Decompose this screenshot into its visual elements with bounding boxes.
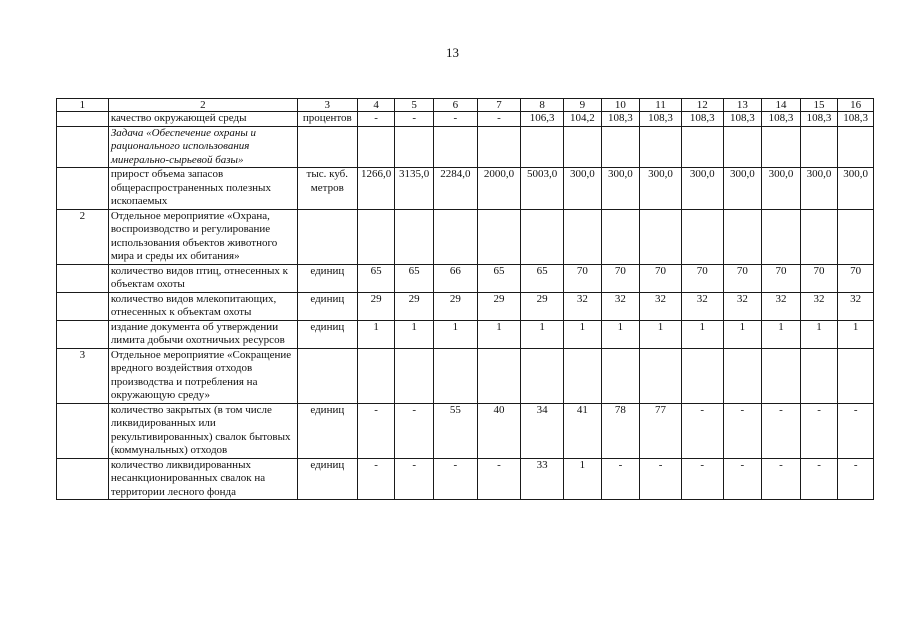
value-cell: -: [601, 458, 640, 500]
row-number: 3: [57, 348, 109, 403]
value-cell: 32: [681, 292, 723, 320]
value-cell: 300,0: [838, 168, 874, 210]
value-cell: 1: [723, 320, 762, 348]
value-cell: 1266,0: [357, 168, 395, 210]
value-cell: 29: [521, 292, 564, 320]
unit-cell: [297, 209, 357, 264]
indicator-name: качество окружающей среды: [108, 112, 297, 127]
value-cell: 29: [357, 292, 395, 320]
indicator-name: количество видов млекопитающих, отнесенных к объектам охоты: [108, 292, 297, 320]
value-cell: [800, 348, 838, 403]
value-cell: 2000,0: [477, 168, 521, 210]
value-cell: -: [762, 458, 801, 500]
value-cell: 5003,0: [521, 168, 564, 210]
value-cell: 70: [601, 264, 640, 292]
indicator-name: количество ликвидированных несанкционированных свалок на территории лесного фонда: [108, 458, 297, 500]
value-cell: [477, 348, 521, 403]
table-row: [57, 403, 874, 458]
value-cell: 108,3: [838, 112, 874, 127]
value-cell: [521, 126, 564, 168]
value-cell: 32: [723, 292, 762, 320]
value-cell: [395, 209, 434, 264]
value-cell: -: [477, 458, 521, 500]
table-row: [57, 348, 874, 403]
indicator-name: Отдельное мероприятие «Охрана, воспроизводство и регулирование использования объектов животного мира и среды их обитания»: [108, 209, 297, 264]
value-cell: 65: [395, 264, 434, 292]
value-cell: [723, 348, 762, 403]
value-cell: [640, 209, 682, 264]
value-cell: [838, 126, 874, 168]
value-cell: [800, 209, 838, 264]
value-cell: 32: [838, 292, 874, 320]
row-number: [57, 264, 109, 292]
value-cell: 300,0: [601, 168, 640, 210]
header-cell: 14: [762, 99, 801, 112]
value-cell: 70: [800, 264, 838, 292]
value-cell: [838, 209, 874, 264]
value-cell: -: [838, 458, 874, 500]
header-cell: 13: [723, 99, 762, 112]
value-cell: [838, 348, 874, 403]
header-cell: 1: [57, 99, 109, 112]
table-row: [57, 264, 874, 292]
value-cell: 29: [395, 292, 434, 320]
value-cell: 300,0: [564, 168, 602, 210]
value-cell: -: [395, 458, 434, 500]
value-cell: [433, 126, 477, 168]
header-cell: 9: [564, 99, 602, 112]
value-cell: [521, 348, 564, 403]
indicator-name: Отдельное мероприятие «Сокращение вредного воздействия отходов производства и потребления на окружающую среду»: [108, 348, 297, 403]
row-number: 2: [57, 209, 109, 264]
value-cell: -: [477, 112, 521, 127]
header-cell: 3: [297, 99, 357, 112]
value-cell: [477, 126, 521, 168]
value-cell: 1: [838, 320, 874, 348]
value-cell: 32: [601, 292, 640, 320]
value-cell: -: [433, 458, 477, 500]
indicators-table: [56, 98, 874, 500]
value-cell: 1: [800, 320, 838, 348]
value-cell: [601, 126, 640, 168]
value-cell: 78: [601, 403, 640, 458]
value-cell: 1: [601, 320, 640, 348]
value-cell: 108,3: [601, 112, 640, 127]
value-cell: [681, 209, 723, 264]
value-cell: [357, 126, 395, 168]
value-cell: [564, 126, 602, 168]
value-cell: -: [838, 403, 874, 458]
value-cell: [800, 126, 838, 168]
value-cell: 3135,0: [395, 168, 434, 210]
value-cell: -: [395, 112, 434, 127]
value-cell: 106,3: [521, 112, 564, 127]
value-cell: [681, 348, 723, 403]
value-cell: 104,2: [564, 112, 602, 127]
table-row: [57, 320, 874, 348]
value-cell: -: [681, 458, 723, 500]
header-cell: 16: [838, 99, 874, 112]
value-cell: 1: [395, 320, 434, 348]
value-cell: [723, 126, 762, 168]
value-cell: 108,3: [723, 112, 762, 127]
value-cell: 1: [640, 320, 682, 348]
value-cell: [601, 209, 640, 264]
unit-cell: [297, 348, 357, 403]
value-cell: -: [800, 403, 838, 458]
header-cell: 2: [108, 99, 297, 112]
value-cell: 300,0: [723, 168, 762, 210]
header-cell: 11: [640, 99, 682, 112]
value-cell: -: [357, 112, 395, 127]
value-cell: 1: [564, 458, 602, 500]
value-cell: [477, 209, 521, 264]
indicator-name: количество видов птиц, отнесенных к объектам охоты: [108, 264, 297, 292]
row-number: [57, 403, 109, 458]
value-cell: 300,0: [640, 168, 682, 210]
row-number: [57, 126, 109, 168]
value-cell: -: [681, 403, 723, 458]
value-cell: [395, 126, 434, 168]
row-number: [57, 112, 109, 127]
value-cell: 108,3: [800, 112, 838, 127]
value-cell: [640, 348, 682, 403]
value-cell: 108,3: [640, 112, 682, 127]
value-cell: 1: [357, 320, 395, 348]
value-cell: 1: [762, 320, 801, 348]
row-number: [57, 320, 109, 348]
unit-cell: единиц: [297, 320, 357, 348]
value-cell: 70: [838, 264, 874, 292]
value-cell: 32: [564, 292, 602, 320]
value-cell: -: [762, 403, 801, 458]
value-cell: 32: [762, 292, 801, 320]
value-cell: 70: [564, 264, 602, 292]
value-cell: 300,0: [800, 168, 838, 210]
value-cell: [762, 348, 801, 403]
value-cell: -: [357, 403, 395, 458]
table-row: [57, 126, 874, 168]
value-cell: [395, 348, 434, 403]
value-cell: 65: [477, 264, 521, 292]
value-cell: 41: [564, 403, 602, 458]
value-cell: 33: [521, 458, 564, 500]
value-cell: [521, 209, 564, 264]
row-number: [57, 168, 109, 210]
header-cell: 10: [601, 99, 640, 112]
indicator-name: издание документа об утверждении лимита добычи охотничьих ресурсов: [108, 320, 297, 348]
value-cell: 1: [521, 320, 564, 348]
table-row: [57, 458, 874, 500]
value-cell: 2284,0: [433, 168, 477, 210]
value-cell: 1: [477, 320, 521, 348]
value-cell: 40: [477, 403, 521, 458]
header-cell: 4: [357, 99, 395, 112]
value-cell: [723, 209, 762, 264]
value-cell: 1: [433, 320, 477, 348]
table-body: [57, 99, 874, 500]
value-cell: 55: [433, 403, 477, 458]
value-cell: 300,0: [681, 168, 723, 210]
value-cell: 66: [433, 264, 477, 292]
page-number: 13: [446, 45, 459, 60]
unit-cell: тыс. куб. метров: [297, 168, 357, 210]
header-cell: 12: [681, 99, 723, 112]
unit-cell: единиц: [297, 292, 357, 320]
header-cell: 15: [800, 99, 838, 112]
table-row: [57, 209, 874, 264]
value-cell: [762, 126, 801, 168]
row-number: [57, 458, 109, 500]
unit-cell: [297, 126, 357, 168]
value-cell: 32: [640, 292, 682, 320]
value-cell: [601, 348, 640, 403]
value-cell: 34: [521, 403, 564, 458]
value-cell: 29: [477, 292, 521, 320]
value-cell: -: [640, 458, 682, 500]
unit-cell: единиц: [297, 264, 357, 292]
value-cell: 108,3: [762, 112, 801, 127]
header-row: [57, 99, 874, 112]
value-cell: [564, 348, 602, 403]
indicator-name: Задача «Обеспечение охраны и рационального использования минерально-сырьевой базы»: [108, 126, 297, 168]
value-cell: 29: [433, 292, 477, 320]
table-row: [57, 168, 874, 210]
value-cell: 300,0: [762, 168, 801, 210]
value-cell: 1: [564, 320, 602, 348]
table-row: [57, 112, 874, 127]
unit-cell: единиц: [297, 458, 357, 500]
unit-cell: процентов: [297, 112, 357, 127]
value-cell: 108,3: [681, 112, 723, 127]
unit-cell: единиц: [297, 403, 357, 458]
header-cell: 7: [477, 99, 521, 112]
value-cell: -: [395, 403, 434, 458]
value-cell: -: [723, 403, 762, 458]
header-cell: 6: [433, 99, 477, 112]
value-cell: [681, 126, 723, 168]
value-cell: [357, 209, 395, 264]
value-cell: [640, 126, 682, 168]
value-cell: 1: [681, 320, 723, 348]
indicator-name: количество закрытых (в том числе ликвидированных или рекультивированных) свалок бытовых (коммунальных) отходов: [108, 403, 297, 458]
value-cell: 65: [357, 264, 395, 292]
row-number: [57, 292, 109, 320]
value-cell: 70: [723, 264, 762, 292]
value-cell: 77: [640, 403, 682, 458]
value-cell: -: [433, 112, 477, 127]
value-cell: [433, 348, 477, 403]
value-cell: 32: [800, 292, 838, 320]
header-cell: 5: [395, 99, 434, 112]
value-cell: 70: [681, 264, 723, 292]
indicator-name: прирост объема запасов общераспространенных полезных ископаемых: [108, 168, 297, 210]
header-cell: 8: [521, 99, 564, 112]
value-cell: -: [357, 458, 395, 500]
table-row: [57, 292, 874, 320]
value-cell: 65: [521, 264, 564, 292]
value-cell: -: [800, 458, 838, 500]
value-cell: 70: [762, 264, 801, 292]
value-cell: [357, 348, 395, 403]
value-cell: 70: [640, 264, 682, 292]
value-cell: [564, 209, 602, 264]
value-cell: -: [723, 458, 762, 500]
value-cell: [433, 209, 477, 264]
value-cell: [762, 209, 801, 264]
